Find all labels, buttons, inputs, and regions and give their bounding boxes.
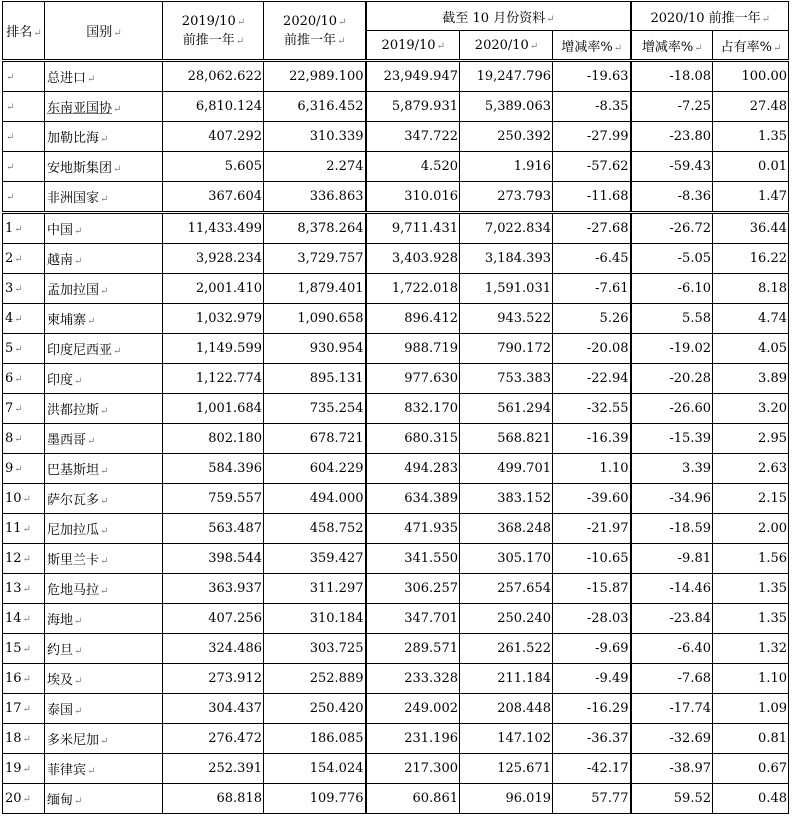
value-cell-chg: -57.62 [553,152,631,182]
value-cell-chg2: -18.08 [631,61,713,92]
value-cell-chg2: -7.25 [631,92,713,122]
value-cell-chg2: -18.59 [631,514,713,544]
value-cell-v2019: 2,001.410 [163,274,264,304]
table-row [3,484,789,514]
table-row [3,664,789,694]
value-cell-chg2: -15.39 [631,424,713,454]
country-cell: 印度↵ [45,364,163,394]
value-cell-o2020: 147.102 [460,724,553,754]
value-cell-chg2: -6.10 [631,274,713,304]
value-cell-chg2: -5.05 [631,244,713,274]
rank-cell: ↵ [3,182,45,213]
value-cell-v2019: 1,001.684 [163,394,264,424]
value-cell-o2020: 250.392 [460,122,553,152]
country-cell: 巴基斯坦↵ [45,454,163,484]
value-cell-chg2: -14.46 [631,574,713,604]
value-cell-chg2: -26.60 [631,394,713,424]
value-cell-v2020: 895.131 [264,364,366,394]
country-cell: 非洲国家↵ [45,182,163,213]
summary-row [3,122,789,152]
value-cell-v2019: 6,810.124 [163,92,264,122]
value-cell-v2019: 252.391 [163,754,264,784]
country-cell: 东南亚国协↵ [45,92,163,122]
value-cell-o2019: 231.196 [366,724,460,754]
value-cell-chg: -8.35 [553,92,631,122]
value-cell-v2020: 250.420 [264,694,366,724]
value-cell-o2019: 341.550 [366,544,460,574]
table-row [3,274,789,304]
rank-cell: 4↵ [3,304,45,334]
value-cell-v2020: 310.184 [264,604,366,634]
value-cell-chg: -9.49 [553,664,631,694]
value-cell-chg2: 5.58 [631,304,713,334]
value-cell-v2020: 310.339 [264,122,366,152]
table-row [3,244,789,274]
rank-cell: 8↵ [3,424,45,454]
rank-cell: 14↵ [3,604,45,634]
value-cell-chg2: -17.74 [631,694,713,724]
value-cell-v2019: 273.912 [163,664,264,694]
header-oct-2020: 2020/10↵ [460,31,553,61]
value-cell-o2020: 211.184 [460,664,553,694]
rank-cell: 11↵ [3,514,45,544]
value-cell-v2020: 252.889 [264,664,366,694]
value-cell-o2019: 9,711.431 [366,213,460,244]
rank-cell: 13↵ [3,574,45,604]
value-cell-o2019: 289.571 [366,634,460,664]
value-cell-chg2: -7.68 [631,664,713,694]
summary-row [3,61,789,92]
value-cell-v2020: 735.254 [264,394,366,424]
header-2019-prev-year: 2019/10↵ 前推一年↵ [163,2,264,61]
country-cell: 斯里兰卡↵ [45,544,163,574]
value-cell-o2019: 347.722 [366,122,460,152]
table-row [3,694,789,724]
value-cell-chg: -22.94 [553,364,631,394]
table-row [3,394,789,424]
value-cell-o2020: 19,247.796 [460,61,553,92]
value-cell-share: 3.20 [713,394,789,424]
value-cell-chg2: -32.69 [631,724,713,754]
value-cell-o2019: 60.861 [366,784,460,814]
value-cell-v2020: 359.427 [264,544,366,574]
value-cell-chg2: -23.80 [631,122,713,152]
value-cell-o2019: 217.300 [366,754,460,784]
header-country: 国别↵ [45,2,163,61]
country-cell: 洪都拉斯↵ [45,394,163,424]
value-cell-o2020: 96.019 [460,784,553,814]
rank-cell: ↵ [3,92,45,122]
value-cell-o2019: 832.170 [366,394,460,424]
value-cell-share: 0.81 [713,724,789,754]
header-rank: 排名↵ [3,2,45,61]
value-cell-v2019: 5.605 [163,152,264,182]
table-row [3,454,789,484]
value-cell-chg: -19.63 [553,61,631,92]
summary-row [3,182,789,213]
value-cell-o2019: 306.257 [366,574,460,604]
value-cell-v2020: 109.776 [264,784,366,814]
value-cell-share: 2.63 [713,454,789,484]
value-cell-share: 0.48 [713,784,789,814]
value-cell-share: 27.48 [713,92,789,122]
rank-cell: 2↵ [3,244,45,274]
rank-cell: 12↵ [3,544,45,574]
value-cell-chg: -10.65 [553,544,631,574]
value-cell-v2020: 6,316.452 [264,92,366,122]
value-cell-share: 8.18 [713,274,789,304]
value-cell-chg: -20.08 [553,334,631,364]
value-cell-o2019: 5,879.931 [366,92,460,122]
table-row [3,634,789,664]
value-cell-o2020: 3,184.393 [460,244,553,274]
value-cell-chg2: -23.84 [631,604,713,634]
value-cell-chg2: -20.28 [631,364,713,394]
country-cell: 越南↵ [45,244,163,274]
value-cell-chg2: 3.39 [631,454,713,484]
value-cell-v2019: 324.486 [163,634,264,664]
value-cell-o2020: 257.654 [460,574,553,604]
value-cell-share: 2.15 [713,484,789,514]
value-cell-o2019: 347.701 [366,604,460,634]
rank-cell: 15↵ [3,634,45,664]
value-cell-o2020: 5,389.063 [460,92,553,122]
value-cell-o2020: 250.240 [460,604,553,634]
country-cell: 加勒比海↵ [45,122,163,152]
value-cell-v2019: 367.604 [163,182,264,213]
country-cell: 萨尔瓦多↵ [45,484,163,514]
table-row [3,754,789,784]
value-cell-chg: -21.97 [553,514,631,544]
value-cell-share: 1.10 [713,664,789,694]
rank-cell: ↵ [3,152,45,182]
country-cell: 中国↵ [45,213,163,244]
country-cell: 危地马拉↵ [45,574,163,604]
country-cell: 多米尼加↵ [45,724,163,754]
rank-cell: 10↵ [3,484,45,514]
value-cell-share: 1.56 [713,544,789,574]
value-cell-share: 1.09 [713,694,789,724]
value-cell-v2020: 458.752 [264,514,366,544]
rank-cell: 17↵ [3,694,45,724]
rank-cell: 19↵ [3,754,45,784]
value-cell-chg2: -9.81 [631,544,713,574]
table-row [3,604,789,634]
value-cell-share: 3.89 [713,364,789,394]
value-cell-o2019: 634.389 [366,484,460,514]
value-cell-v2020: 1,879.401 [264,274,366,304]
value-cell-v2020: 3,729.757 [264,244,366,274]
value-cell-o2019: 471.935 [366,514,460,544]
country-cell: 孟加拉国↵ [45,274,163,304]
value-cell-chg: -16.29 [553,694,631,724]
value-cell-share: 2.00 [713,514,789,544]
value-cell-v2020: 336.863 [264,182,366,213]
value-cell-o2020: 368.248 [460,514,553,544]
value-cell-v2020: 186.085 [264,724,366,754]
value-cell-v2019: 304.437 [163,694,264,724]
value-cell-v2019: 407.292 [163,122,264,152]
value-cell-v2019: 407.256 [163,604,264,634]
value-cell-chg: -28.03 [553,604,631,634]
value-cell-o2019: 494.283 [366,454,460,484]
value-cell-v2019: 1,122.774 [163,364,264,394]
value-cell-chg2: -38.97 [631,754,713,784]
country-cell: 埃及↵ [45,664,163,694]
value-cell-v2019: 1,032.979 [163,304,264,334]
value-cell-v2020: 154.024 [264,754,366,784]
value-cell-chg: -11.68 [553,182,631,213]
value-cell-chg2: -19.02 [631,334,713,364]
value-cell-chg: -6.45 [553,244,631,274]
rank-cell: 18↵ [3,724,45,754]
value-cell-o2020: 383.152 [460,484,553,514]
value-cell-o2019: 233.328 [366,664,460,694]
value-cell-chg: -7.61 [553,274,631,304]
value-cell-o2020: 7,022.834 [460,213,553,244]
rank-cell: 7↵ [3,394,45,424]
value-cell-share: 36.44 [713,213,789,244]
country-cell: 泰国↵ [45,694,163,724]
table-row [3,304,789,334]
country-cell: 缅甸↵ [45,784,163,814]
table-row [3,334,789,364]
value-cell-v2019: 802.180 [163,424,264,454]
value-cell-o2020: 273.793 [460,182,553,213]
ranked-rows [3,213,789,814]
value-cell-v2020: 678.721 [264,424,366,454]
rank-cell: ↵ [3,122,45,152]
value-cell-o2020: 261.522 [460,634,553,664]
value-cell-o2020: 1.916 [460,152,553,182]
value-cell-o2020: 208.448 [460,694,553,724]
table-row [3,574,789,604]
value-cell-o2019: 896.412 [366,304,460,334]
table-row [3,544,789,574]
value-cell-o2020: 125.671 [460,754,553,784]
rank-cell: 16↵ [3,664,45,694]
rank-cell: 5↵ [3,334,45,364]
value-cell-v2020: 1,090.658 [264,304,366,334]
header-group-prev-year: 2020/10 前推一年↵ [631,2,789,31]
country-cell: 海地↵ [45,604,163,634]
value-cell-chg: -15.87 [553,574,631,604]
header-share: 占有率%↵ [713,31,789,61]
value-cell-share: 2.95 [713,424,789,454]
header-oct-change: 增减率%↵ [553,31,631,61]
value-cell-share: 4.05 [713,334,789,364]
value-cell-v2019: 584.396 [163,454,264,484]
table-row [3,364,789,394]
value-cell-v2020: 930.954 [264,334,366,364]
import-statistics-table [2,1,789,814]
value-cell-v2019: 68.818 [163,784,264,814]
value-cell-chg2: -26.72 [631,213,713,244]
value-cell-share: 0.67 [713,754,789,784]
value-cell-chg2: 59.52 [631,784,713,814]
rank-cell: ↵ [3,61,45,92]
header-group-october: 截至 10 月份资料↵ [366,2,631,31]
value-cell-share: 1.35 [713,604,789,634]
summary-rows [3,61,789,213]
value-cell-chg: -42.17 [553,754,631,784]
header-2020-prev-year: 2020/10↵ 前推一年↵ [264,2,366,61]
value-cell-o2019: 3,403.928 [366,244,460,274]
value-cell-v2020: 494.000 [264,484,366,514]
table-row [3,213,789,244]
table-row [3,514,789,544]
value-cell-v2019: 28,062.622 [163,61,264,92]
summary-row [3,92,789,122]
country-cell: 尼加拉瓜↵ [45,514,163,544]
value-cell-v2019: 398.544 [163,544,264,574]
summary-row [3,152,789,182]
value-cell-o2020: 561.294 [460,394,553,424]
value-cell-chg: 5.26 [553,304,631,334]
value-cell-v2019: 3,928.234 [163,244,264,274]
rank-cell: 3↵ [3,274,45,304]
country-cell: 柬埔寨↵ [45,304,163,334]
value-cell-o2019: 680.315 [366,424,460,454]
value-cell-v2020: 311.297 [264,574,366,604]
rank-cell: 20↵ [3,784,45,814]
value-cell-share: 1.32 [713,634,789,664]
value-cell-chg2: -34.96 [631,484,713,514]
value-cell-chg2: -59.43 [631,152,713,182]
value-cell-v2020: 8,378.264 [264,213,366,244]
value-cell-chg: 1.10 [553,454,631,484]
value-cell-o2019: 988.719 [366,334,460,364]
value-cell-v2020: 2.274 [264,152,366,182]
value-cell-o2020: 305.170 [460,544,553,574]
rank-cell: 1↵ [3,213,45,244]
value-cell-share: 100.00 [713,61,789,92]
table-row [3,784,789,814]
country-cell: 总进口↵ [45,61,163,92]
header-oct-2019: 2019/10↵ [366,31,460,61]
value-cell-o2020: 943.522 [460,304,553,334]
value-cell-v2019: 11,433.499 [163,213,264,244]
value-cell-o2019: 23,949.947 [366,61,460,92]
rank-cell: 9↵ [3,454,45,484]
table-header [3,2,789,61]
value-cell-share: 1.35 [713,122,789,152]
rank-cell: 6↵ [3,364,45,394]
header-prev-change: 增减率%↵ [631,31,713,61]
value-cell-share: 16.22 [713,244,789,274]
table-row [3,724,789,754]
value-cell-share: 1.35 [713,574,789,604]
value-cell-v2019: 759.557 [163,484,264,514]
value-cell-o2020: 1,591.031 [460,274,553,304]
country-cell: 约旦↵ [45,634,163,664]
value-cell-chg: -39.60 [553,484,631,514]
value-cell-chg2: -8.36 [631,182,713,213]
value-cell-chg: -9.69 [553,634,631,664]
country-cell: 安地斯集团↵ [45,152,163,182]
value-cell-o2019: 4.520 [366,152,460,182]
value-cell-chg: -36.37 [553,724,631,754]
country-cell: 墨西哥↵ [45,424,163,454]
value-cell-v2019: 1,149.599 [163,334,264,364]
value-cell-chg: -27.99 [553,122,631,152]
value-cell-o2020: 499.701 [460,454,553,484]
value-cell-v2019: 563.487 [163,514,264,544]
value-cell-chg: 57.77 [553,784,631,814]
value-cell-v2020: 303.725 [264,634,366,664]
value-cell-v2019: 276.472 [163,724,264,754]
value-cell-share: 4.74 [713,304,789,334]
value-cell-v2019: 363.937 [163,574,264,604]
value-cell-o2020: 753.383 [460,364,553,394]
value-cell-share: 0.01 [713,152,789,182]
value-cell-o2019: 1,722.018 [366,274,460,304]
value-cell-share: 1.47 [713,182,789,213]
value-cell-o2019: 310.016 [366,182,460,213]
value-cell-chg2: -6.40 [631,634,713,664]
value-cell-o2019: 977.630 [366,364,460,394]
country-cell: 印度尼西亚↵ [45,334,163,364]
value-cell-chg: -32.55 [553,394,631,424]
value-cell-o2020: 568.821 [460,424,553,454]
value-cell-chg: -16.39 [553,424,631,454]
country-cell: 菲律宾↵ [45,754,163,784]
value-cell-v2020: 22,989.100 [264,61,366,92]
value-cell-o2019: 249.002 [366,694,460,724]
table-row [3,424,789,454]
value-cell-o2020: 790.172 [460,334,553,364]
value-cell-chg: -27.68 [553,213,631,244]
value-cell-v2020: 604.229 [264,454,366,484]
